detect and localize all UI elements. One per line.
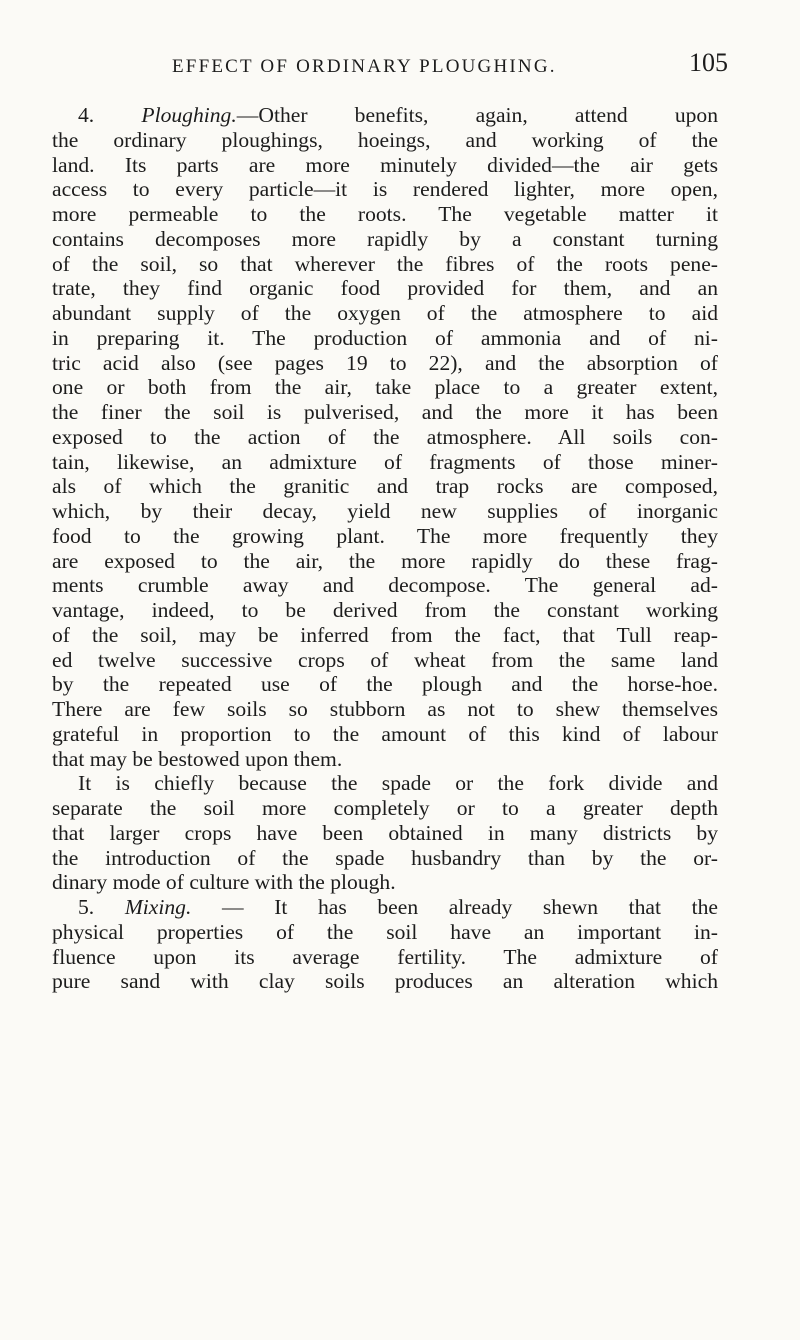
text-line: the introduction of the spade husbandry than by the or-	[52, 845, 718, 870]
text-line: tric acid also (see pages 19 to 22), and the absorption of	[52, 350, 718, 375]
text-line: separate the soil more completely or to a greater depth	[52, 796, 718, 820]
text-line: tain, likewise, an admixture of fragments of those miner-	[52, 449, 718, 474]
text-line: the finer the soil is pulverised, and the more it has been	[52, 400, 718, 424]
text-line: vantage, indeed, to be derived from the constant working	[52, 598, 718, 622]
text-line: fluence upon its average fertility. The admixture of	[52, 944, 718, 969]
text-line: physical properties of the soil have an important in-	[52, 919, 718, 944]
text-line: exposed to the action of the atmosphere. All soils con-	[52, 424, 718, 449]
text-line: in preparing it. The production of ammonia and of ni-	[52, 325, 718, 350]
text-line: of the soil, so that wherever the fibres of the roots pene-	[52, 251, 718, 276]
text-line: There are few soils so stubborn as not to shew themselves	[52, 697, 718, 721]
text-line: which, by their decay, yield new supplies of inorganic	[52, 499, 718, 523]
text-line: by the repeated use of the plough and the horse-hoe.	[52, 672, 718, 697]
text-line: grateful in proportion to the amount of this kind of labour	[52, 721, 718, 746]
text-line: that larger crops have been obtained in many districts by	[52, 820, 718, 845]
body-text	[52, 103, 718, 994]
text-line: access to every particle—it is rendered lighter, more open,	[52, 177, 718, 202]
text-line: food to the growing plant. The more frequently they	[52, 523, 718, 548]
running-head	[92, 48, 728, 88]
text-line: ments crumble away and decompose. The general ad-	[52, 573, 718, 598]
section-heading: Mixing.	[124, 895, 192, 919]
running-head-title: EFFECT OF ORDINARY PLOUGHING.	[172, 56, 557, 77]
text-line: pure sand with clay soils produces an alteration which	[52, 969, 718, 994]
text-line: more permeable to the roots. The vegetable matter it	[52, 202, 718, 226]
text-line: land. Its parts are more minutely divided—the air gets	[52, 152, 718, 177]
text-line: ed twelve successive crops of wheat from the same land	[52, 647, 718, 672]
text-line: of the soil, may be inferred from the fact, that Tull reap-	[52, 622, 718, 647]
text-line: 5. Mixing. — It has been already shewn that the	[78, 895, 718, 919]
text-line: 4. Ploughing.—Other benefits, again, attend upon	[78, 103, 719, 127]
text-line: als of which the granitic and trap rocks are composed,	[52, 474, 718, 499]
text-line: the ordinary ploughings, hoeings, and working of the	[52, 127, 718, 152]
section-number: 5.	[78, 895, 95, 919]
text-line: that may be bestowed upon them.	[52, 746, 343, 771]
text-line: trate, they find organic food provided for them, and an	[52, 276, 718, 301]
text-line: are exposed to the air, the more rapidly do these frag-	[52, 548, 718, 573]
section-heading: Ploughing.	[141, 103, 237, 127]
text-line: dinary mode of culture with the plough.	[52, 870, 396, 895]
text-line: It is chiefly because the spade or the fork divide and	[78, 771, 718, 796]
text-line: one or both from the air, take place to a greater extent,	[52, 375, 718, 400]
page-number: 105	[689, 48, 728, 77]
section-number: 4.	[78, 103, 95, 127]
text-line: abundant supply of the oxygen of the atmosphere to aid	[52, 301, 718, 325]
text-line: contains decomposes more rapidly by a constant turning	[52, 226, 718, 251]
